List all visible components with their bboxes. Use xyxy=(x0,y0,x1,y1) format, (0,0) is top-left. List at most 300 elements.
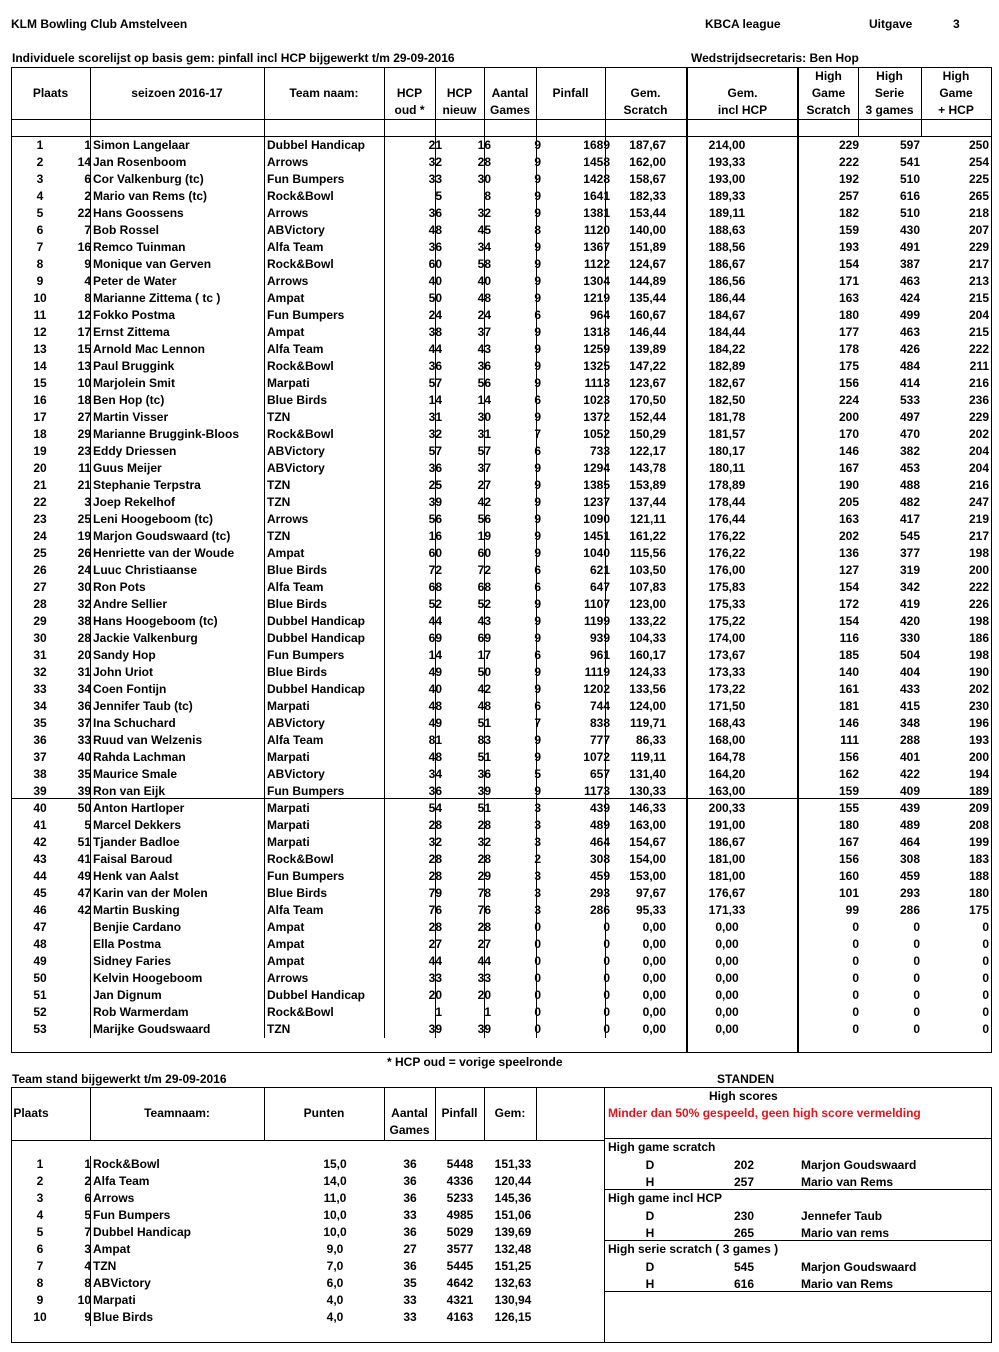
cell-high-game-hcp: 198 xyxy=(968,546,989,560)
cell-high-game-hcp: 217 xyxy=(968,257,989,271)
cell-team-pinfall: 5233 xyxy=(446,1191,474,1205)
cell-gem-hcp: 184,22 xyxy=(708,342,746,356)
cell-team-name: Arrows xyxy=(267,206,309,220)
high-score-group-title: High game incl HCP xyxy=(608,1191,723,1205)
table-row xyxy=(11,953,992,970)
cell-hcp-nieuw: 76 xyxy=(477,903,491,917)
cell-player-name: Ruud van Welzenis xyxy=(93,733,203,747)
cell-team-name: Ampat xyxy=(267,325,305,339)
cell-high-game-scratch: 140 xyxy=(838,665,859,679)
cell-player-name: Peter de Water xyxy=(93,274,177,288)
cell-hcp-oud: 36 xyxy=(428,206,442,220)
cell-high-game-scratch: 0 xyxy=(852,988,859,1002)
cell-pinfall: 838 xyxy=(589,716,610,730)
cell-prev-plaats xyxy=(66,1021,91,1038)
cell-player-name: Stephanie Terpstra xyxy=(93,478,201,492)
cell-plaats: 37 xyxy=(33,750,47,764)
col-team: Team naam: xyxy=(289,86,359,100)
cell-team-name: Fun Bumpers xyxy=(267,784,345,798)
table-row xyxy=(11,970,992,987)
cell-gem-hcp: 164,20 xyxy=(708,767,746,781)
cell-team-plaats: 9 xyxy=(36,1293,44,1307)
cell-team-name: Marpati xyxy=(267,699,310,713)
cell-player-name: Jackie Valkenburg xyxy=(93,631,198,645)
cell-high-game-hcp: 190 xyxy=(968,665,989,679)
cell-team-name: Arrows xyxy=(267,512,309,526)
cell-high-serie: 0 xyxy=(913,937,920,951)
col-high-serie: High Serie 3 games xyxy=(865,69,914,117)
cell-team-plaats: 3 xyxy=(36,1191,44,1205)
table-row xyxy=(11,783,992,800)
cell-high-game-hcp: 0 xyxy=(982,971,989,985)
cell-prev-plaats: 18 xyxy=(77,393,91,407)
cell-high-game-scratch: 163 xyxy=(838,291,859,305)
cell-team-prev-plaats: 10 xyxy=(77,1293,91,1307)
cell-high-serie: 0 xyxy=(913,988,920,1002)
cell-player-name: Bob Rossel xyxy=(93,223,160,237)
cell-gem-scratch: 182,33 xyxy=(629,189,666,203)
cell-hcp-oud: 36 xyxy=(428,461,442,475)
cell-prev-plaats: 26 xyxy=(77,546,91,560)
cell-team-name: Ampat xyxy=(267,937,305,951)
cell-high-game-scratch: 160 xyxy=(838,869,859,883)
cell-high-game-hcp: 213 xyxy=(968,274,989,288)
cell-team-name: Marpati xyxy=(267,835,310,849)
table-row xyxy=(11,885,992,902)
cell-high-serie: 430 xyxy=(899,223,920,237)
cell-hcp-nieuw: 36 xyxy=(477,767,491,781)
cell-high-serie: 409 xyxy=(899,784,920,798)
cell-pinfall: 308 xyxy=(589,852,610,866)
cell-team-name: Rock&Bowl xyxy=(267,852,334,866)
cell-gem-hcp: 164,78 xyxy=(708,750,746,764)
cell-gem-scratch: 152,44 xyxy=(629,410,666,424)
cell-high-serie: 0 xyxy=(913,971,920,985)
cell-hcp-oud: 24 xyxy=(428,308,442,322)
cell-gem-scratch: 95,33 xyxy=(635,903,666,917)
cell-player-name: Ina Schuchard xyxy=(93,716,176,730)
cell-team-aantal: 33 xyxy=(403,1293,417,1307)
cell-team-name: Blue Birds xyxy=(93,1310,154,1324)
cell-plaats: 28 xyxy=(33,597,47,611)
cell-prev-plaats: 19 xyxy=(77,529,91,543)
cell-high-game-scratch: 0 xyxy=(852,1005,859,1019)
cell-high-game-hcp: 196 xyxy=(968,716,989,730)
cell-high-serie: 288 xyxy=(899,733,920,747)
cell-team-plaats: 10 xyxy=(33,1310,47,1324)
cell-gem-hcp: 171,50 xyxy=(708,699,746,713)
cell-team-plaats: 7 xyxy=(36,1259,44,1273)
col-gem-scratch: Gem. Scratch xyxy=(623,86,668,117)
cell-high-serie: 541 xyxy=(899,155,920,169)
cell-hcp-nieuw: 50 xyxy=(477,665,491,679)
cell-team-name: Alfa Team xyxy=(267,342,324,356)
cell-high-serie: 545 xyxy=(899,529,920,543)
cell-plaats: 42 xyxy=(33,835,47,849)
high-score-player: Marjon Goudswaard xyxy=(801,1260,917,1274)
cell-gem-hcp: 163,00 xyxy=(708,784,746,798)
cell-plaats: 11 xyxy=(33,308,47,322)
cell-plaats: 31 xyxy=(33,648,47,662)
cell-hcp-oud: 5 xyxy=(435,189,442,203)
table-row xyxy=(11,936,992,953)
cell-hcp-nieuw: 78 xyxy=(477,886,491,900)
cell-gem-scratch: 103,50 xyxy=(629,563,666,577)
cell-team-gem: 130,94 xyxy=(494,1293,532,1307)
team-row xyxy=(11,1156,604,1173)
cell-team-prev-plaats: 4 xyxy=(84,1259,91,1273)
cell-player-name: Hans Hoogeboom (tc) xyxy=(93,614,218,628)
team-section-title: Team stand bijgewerkt t/m 29-09-2016 xyxy=(12,1072,227,1086)
table-row xyxy=(11,1021,992,1038)
cell-team-name: Arrows xyxy=(267,274,309,288)
cell-team-name: Fun Bumpers xyxy=(267,648,345,662)
cell-high-game-scratch: 171 xyxy=(838,274,859,288)
cell-prev-plaats: 25 xyxy=(77,512,91,526)
table-row xyxy=(11,171,992,188)
cell-high-game-scratch: 156 xyxy=(838,852,859,866)
col-plaats: Plaats xyxy=(32,86,69,100)
cell-team-name: Arrows xyxy=(93,1191,135,1205)
cell-high-game-hcp: 204 xyxy=(968,308,989,322)
cell-gem-hcp: 178,89 xyxy=(708,478,746,492)
cell-plaats: 29 xyxy=(33,614,47,628)
cell-prev-plaats xyxy=(66,987,91,1004)
table-row xyxy=(11,392,992,409)
cell-high-game-scratch: 154 xyxy=(838,614,859,628)
cell-aantal-games: 9 xyxy=(534,274,541,288)
table-row xyxy=(11,647,992,664)
high-score-category: D xyxy=(645,1158,655,1172)
cell-hcp-nieuw: 28 xyxy=(477,920,491,934)
cell-gem-hcp: 173,22 xyxy=(708,682,746,696)
cell-team-name: Dubbel Handicap xyxy=(267,138,366,152)
cell-aantal-games: 9 xyxy=(534,189,541,203)
cell-gem-scratch: 133,22 xyxy=(629,614,666,628)
cell-gem-scratch: 163,00 xyxy=(629,818,666,832)
cell-player-name: Anton Hartloper xyxy=(93,801,185,815)
cell-hcp-oud: 49 xyxy=(428,665,442,679)
cell-prev-plaats: 8 xyxy=(84,291,91,305)
cell-player-name: Remco Tuinman xyxy=(93,240,186,254)
team-row xyxy=(11,1207,604,1224)
team-row xyxy=(11,1241,604,1258)
cell-hcp-oud: 28 xyxy=(428,869,442,883)
cell-hcp-oud: 44 xyxy=(428,954,442,968)
cell-high-game-scratch: 182 xyxy=(838,206,859,220)
cell-high-serie: 533 xyxy=(899,393,920,407)
cell-high-game-scratch: 257 xyxy=(838,189,859,203)
cell-aantal-games: 9 xyxy=(534,291,541,305)
cell-hcp-nieuw: 27 xyxy=(477,937,491,951)
cell-prev-plaats xyxy=(66,919,91,936)
cell-player-name: Marijke Goudswaard xyxy=(93,1022,211,1036)
cell-pinfall: 1052 xyxy=(583,427,610,441)
cell-plaats: 23 xyxy=(33,512,47,526)
cell-high-serie: 470 xyxy=(899,427,920,441)
cell-hcp-nieuw: 43 xyxy=(477,614,491,628)
high-score-value: 202 xyxy=(733,1158,755,1172)
cell-pinfall: 1372 xyxy=(583,410,610,424)
cell-team-aantal: 36 xyxy=(403,1225,417,1239)
cell-gem-hcp: 176,44 xyxy=(708,512,746,526)
cell-pinfall: 1173 xyxy=(583,784,610,798)
cell-high-game-scratch: 167 xyxy=(838,835,859,849)
cell-team-prev-plaats: 7 xyxy=(84,1225,91,1239)
team-col-pinfall: Pinfall xyxy=(441,1106,478,1120)
cell-hcp-nieuw: 69 xyxy=(477,631,491,645)
cell-prev-plaats: 20 xyxy=(77,648,91,662)
cell-hcp-oud: 33 xyxy=(428,971,442,985)
cell-high-game-scratch: 156 xyxy=(838,376,859,390)
cell-plaats: 41 xyxy=(33,818,47,832)
cell-team-pinfall: 4985 xyxy=(446,1208,474,1222)
cell-high-game-hcp: 194 xyxy=(968,767,989,781)
cell-hcp-nieuw: 28 xyxy=(477,852,491,866)
cell-team-name: Rock&Bowl xyxy=(93,1157,160,1171)
cell-gem-scratch: 0,00 xyxy=(642,954,666,968)
cell-hcp-oud: 49 xyxy=(428,716,442,730)
high-score-value: 265 xyxy=(733,1226,755,1240)
cell-high-serie: 404 xyxy=(899,665,920,679)
cell-gem-hcp: 178,44 xyxy=(708,495,746,509)
cell-high-game-scratch: 181 xyxy=(838,699,859,713)
cell-hcp-nieuw: 39 xyxy=(477,1022,491,1036)
cell-high-game-scratch: 224 xyxy=(838,393,859,407)
cell-plaats: 53 xyxy=(33,1022,47,1036)
cell-hcp-nieuw: 28 xyxy=(477,818,491,832)
cell-high-serie: 387 xyxy=(899,257,920,271)
cell-aantal-games: 9 xyxy=(534,546,541,560)
cell-high-game-hcp: 250 xyxy=(968,138,989,152)
cell-team-name: Marpati xyxy=(93,1293,136,1307)
cell-team-name: Arrows xyxy=(267,155,309,169)
cell-plaats: 36 xyxy=(33,733,47,747)
cell-high-serie: 464 xyxy=(899,835,920,849)
table-row xyxy=(11,188,992,205)
cell-gem-scratch: 170,50 xyxy=(629,393,666,407)
cell-hcp-nieuw: 60 xyxy=(477,546,491,560)
cell-gem-scratch: 123,00 xyxy=(629,597,666,611)
cell-plaats: 26 xyxy=(33,563,47,577)
cell-hcp-nieuw: 48 xyxy=(477,291,491,305)
cell-aantal-games: 9 xyxy=(534,512,541,526)
cell-hcp-oud: 14 xyxy=(428,648,442,662)
cell-hcp-oud: 28 xyxy=(428,852,442,866)
cell-gem-hcp: 180,11 xyxy=(708,461,746,475)
table-row xyxy=(11,681,992,698)
uitgave-number: 3 xyxy=(953,17,960,31)
high-score-group-title: High serie scratch ( 3 games ) xyxy=(608,1242,779,1256)
cell-player-name: Hans Goossens xyxy=(93,206,184,220)
high-scores-title: High scores xyxy=(709,1089,778,1103)
cell-plaats: 46 xyxy=(33,903,47,917)
cell-prev-plaats: 32 xyxy=(77,597,91,611)
cell-player-name: Henk van Aalst xyxy=(93,869,179,883)
cell-team-aantal: 27 xyxy=(403,1242,417,1256)
cell-hcp-oud: 36 xyxy=(428,240,442,254)
cell-aantal-games: 7 xyxy=(534,427,541,441)
high-score-value: 545 xyxy=(733,1260,755,1274)
cell-aantal-games: 9 xyxy=(534,614,541,628)
table-row xyxy=(11,562,992,579)
table-row xyxy=(11,426,992,443)
cell-gem-hcp: 200,33 xyxy=(708,801,746,815)
cell-player-name: Eddy Driessen xyxy=(93,444,177,458)
cell-plaats: 2 xyxy=(36,155,44,169)
cell-team-name: Blue Birds xyxy=(267,665,328,679)
cell-plaats: 45 xyxy=(33,886,47,900)
cell-prev-plaats xyxy=(66,970,91,987)
cell-plaats: 25 xyxy=(33,546,47,560)
cell-high-serie: 308 xyxy=(899,852,920,866)
col-hcp-nieuw: HCP nieuw xyxy=(442,86,477,117)
cell-player-name: Benjie Cardano xyxy=(93,920,182,934)
cell-high-game-scratch: 162 xyxy=(838,767,859,781)
cell-hcp-oud: 1 xyxy=(435,1005,442,1019)
cell-player-name: Coen Fontijn xyxy=(93,682,167,696)
cell-pinfall: 0 xyxy=(603,937,610,951)
cell-plaats: 21 xyxy=(33,478,47,492)
cell-aantal-games: 9 xyxy=(534,597,541,611)
cell-pinfall: 439 xyxy=(589,801,610,815)
cell-plaats: 19 xyxy=(33,444,47,458)
cell-team-name: ABVictory xyxy=(93,1276,151,1290)
col-gem-hcp: Gem. incl HCP xyxy=(717,86,768,117)
table-row xyxy=(11,341,992,358)
team-col-gem: Gem: xyxy=(494,1106,526,1120)
cell-high-serie: 439 xyxy=(899,801,920,815)
cell-gem-hcp: 186,44 xyxy=(708,291,746,305)
cell-pinfall: 1219 xyxy=(583,291,610,305)
cell-high-game-hcp: 211 xyxy=(969,359,989,373)
cell-gem-scratch: 97,67 xyxy=(635,886,666,900)
cell-prev-plaats xyxy=(66,953,91,970)
cell-gem-scratch: 130,33 xyxy=(629,784,666,798)
cell-player-name: Rob Warmerdam xyxy=(93,1005,189,1019)
cell-high-game-hcp: 198 xyxy=(968,614,989,628)
cell-gem-scratch: 0,00 xyxy=(642,937,666,951)
cell-gem-scratch: 131,40 xyxy=(629,767,666,781)
cell-high-game-hcp: 202 xyxy=(968,427,989,441)
cell-prev-plaats: 47 xyxy=(77,886,91,900)
table-row xyxy=(11,749,992,766)
high-score-category: H xyxy=(645,1277,655,1291)
team-row xyxy=(11,1275,604,1292)
cell-aantal-games: 6 xyxy=(534,393,541,407)
cell-high-serie: 504 xyxy=(899,648,920,662)
cell-team-punten: 9,0 xyxy=(326,1242,344,1256)
cell-gem-scratch: 154,00 xyxy=(629,852,666,866)
team-row xyxy=(11,1224,604,1241)
cell-prev-plaats: 6 xyxy=(84,172,91,186)
cell-team-prev-plaats: 9 xyxy=(84,1310,91,1324)
cell-plaats: 32 xyxy=(33,665,47,679)
cell-aantal-games: 6 xyxy=(534,699,541,713)
cell-team-aantal: 33 xyxy=(403,1208,417,1222)
cell-team-gem: 120,44 xyxy=(494,1174,532,1188)
cell-aantal-games: 9 xyxy=(534,682,541,696)
cell-prev-plaats: 14 xyxy=(77,155,91,169)
cell-high-game-hcp: 0 xyxy=(982,988,989,1002)
cell-high-game-hcp: 199 xyxy=(968,835,989,849)
cell-aantal-games: 6 xyxy=(534,580,541,594)
table-row xyxy=(11,511,992,528)
cell-high-serie: 426 xyxy=(899,342,920,356)
cell-aantal-games: 9 xyxy=(534,665,541,679)
cell-plaats: 4 xyxy=(36,189,44,203)
cell-hcp-oud: 48 xyxy=(428,699,442,713)
cell-gem-hcp: 176,22 xyxy=(708,529,746,543)
table-row xyxy=(11,137,992,154)
cell-aantal-games: 9 xyxy=(534,206,541,220)
cell-aantal-games: 7 xyxy=(534,716,541,730)
cell-gem-scratch: 124,67 xyxy=(629,257,666,271)
cell-plaats: 39 xyxy=(33,784,47,798)
cell-high-game-hcp: 202 xyxy=(968,682,989,696)
cell-high-game-scratch: 193 xyxy=(838,240,859,254)
cell-high-game-scratch: 192 xyxy=(838,172,859,186)
cell-prev-plaats xyxy=(66,936,91,953)
cell-team-name: Ampat xyxy=(267,954,305,968)
cell-gem-hcp: 171,33 xyxy=(708,903,746,917)
cell-team-name: Fun Bumpers xyxy=(267,308,345,322)
cell-hcp-nieuw: 17 xyxy=(477,648,491,662)
cell-high-game-hcp: 180 xyxy=(968,886,989,900)
cell-high-serie: 422 xyxy=(899,767,920,781)
cell-pinfall: 961 xyxy=(589,648,610,662)
cell-team-name: ABVictory xyxy=(267,767,325,781)
cell-plaats: 27 xyxy=(33,580,47,594)
cell-prev-plaats: 37 xyxy=(77,716,91,730)
cell-plaats: 15 xyxy=(33,376,47,390)
cell-gem-hcp: 176,22 xyxy=(708,546,746,560)
cell-prev-plaats: 2 xyxy=(84,189,91,203)
cell-team-aantal: 36 xyxy=(403,1259,417,1273)
cell-prev-plaats: 39 xyxy=(77,784,91,798)
cell-gem-hcp: 188,63 xyxy=(708,223,746,237)
table-row xyxy=(11,800,992,817)
col-high-game-scratch: High Game Scratch xyxy=(806,69,851,117)
cell-high-game-hcp: 0 xyxy=(982,920,989,934)
cell-aantal-games: 9 xyxy=(534,495,541,509)
cell-prev-plaats: 49 xyxy=(77,869,91,883)
cell-aantal-games: 0 xyxy=(534,971,541,985)
cell-player-name: Sandy Hop xyxy=(93,648,156,662)
cell-prev-plaats: 11 xyxy=(78,461,91,475)
high-score-group-title: High game scratch xyxy=(608,1140,716,1154)
cell-player-name: Kelvin Hoogeboom xyxy=(93,971,203,985)
cell-pinfall: 1367 xyxy=(583,240,610,254)
cell-gem-scratch: 140,00 xyxy=(629,223,666,237)
cell-hcp-nieuw: 56 xyxy=(477,512,491,526)
col-pinfall: Pinfall xyxy=(552,86,589,100)
table-row xyxy=(11,1004,992,1021)
cell-high-game-hcp: 200 xyxy=(968,563,989,577)
cell-prev-plaats: 42 xyxy=(77,903,91,917)
cell-team-punten: 11,0 xyxy=(323,1191,347,1205)
table-row xyxy=(11,528,992,545)
high-score-player: Marjon Goudswaard xyxy=(801,1158,917,1172)
cell-gem-hcp: 174,00 xyxy=(708,631,746,645)
cell-prev-plaats: 27 xyxy=(77,410,91,424)
cell-high-game-hcp: 218 xyxy=(968,206,989,220)
cell-high-game-hcp: 209 xyxy=(968,801,989,815)
cell-plaats: 40 xyxy=(33,801,47,815)
cell-high-game-scratch: 0 xyxy=(852,937,859,951)
cell-plaats: 49 xyxy=(33,954,47,968)
cell-prev-plaats: 21 xyxy=(77,478,91,492)
